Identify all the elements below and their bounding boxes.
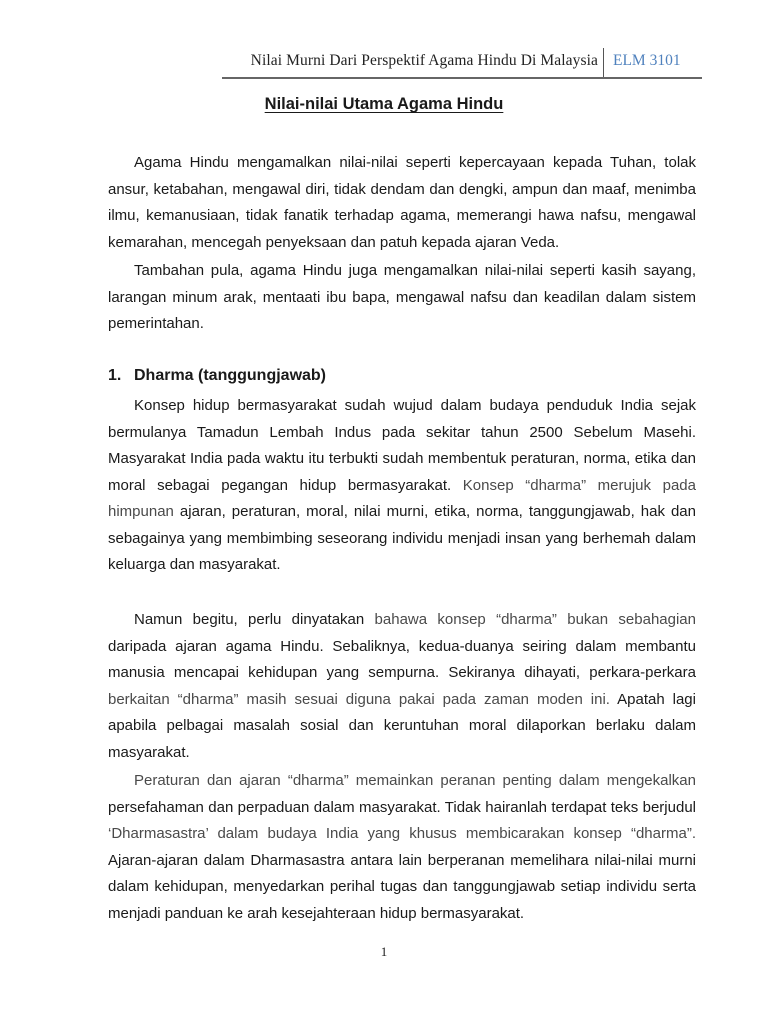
header-title: Nilai Murni Dari Perspektif Agama Hindu Di Malaysia — [250, 52, 598, 69]
paragraph-text: Konsep “dharma” merujuk pada himpunan — [108, 476, 696, 520]
paragraph-text: Namun begitu, perlu dinyatakan — [134, 611, 365, 628]
paragraph-text: Apatah lagi apabila pelbagai masalah sosial dan keruntuhan moral dilaporkan berlaku dalam masyarakat. — [108, 690, 696, 761]
section-title: Dharma (tanggungjawab) — [134, 367, 327, 384]
document-title: Nilai-nilai Utama Agama Hindu — [264, 95, 504, 113]
page-number: 1 — [380, 944, 388, 959]
paragraph-text: daripada ajaran agama Hindu. Sebaliknya, kedua-duanya seiring dalam membantu manusia mencapai kehidupan yang sempurna. Sekiranya dihayati, perkara-perkara — [108, 637, 696, 681]
paragraph-text: ‘Dharmasastra’ dalam budaya India yang khusus membicarakan konsep “dharma”. — [108, 825, 696, 842]
section-number: 1. — [108, 367, 122, 384]
page-header — [0, 44, 768, 80]
section-paragraph-3 — [108, 768, 696, 927]
intro-paragraph-1: Agama Hindu mengamalkan nilai-nilai seperti kepercayaan kepada Tuhan, tolak ansur, ketabahan, mengawal diri, tidak dendam dan dengki, ampun dan maaf, menimba ilmu, kemanusiaan, tidak fanatik terhadap agama, memerangi hawa nafsu, mengawal kemarahan, mencegah penyeksaan dan patuh kepada ajaran Veda. — [108, 154, 696, 251]
section-heading — [108, 367, 326, 385]
intro-paragraph-2: Tambahan pula, agama Hindu juga mengamalkan nilai-nilai seperti kasih sayang, larangan minum arak, mentaati ibu bapa, mengawal nafsu dan keadilan dalam sistem pemerintahan. — [108, 262, 696, 332]
header-separator — [603, 48, 604, 78]
course-code: ELM 3101 — [613, 52, 681, 69]
header-rule — [222, 77, 702, 79]
paragraph-text: ajaran, peraturan, moral, nilai murni, etika, norma, tanggungjawab, hak dan sebagainya yang membimbing seseorang individu menjadi insan yang berhemah dalam keluarga dan masyarakat. — [108, 503, 696, 573]
section-paragraph-1 — [108, 393, 696, 579]
paragraph-text: Ajaran-ajaran dalam Dharmasastra antara lain berperanan memelihara nilai-nilai murni dalam kehidupan, menyedarkan perihal tugas dan tanggungjawab setiap individu serta menjadi panduan ke arah kesejahteraan hidup bermasyarakat. — [108, 851, 696, 922]
paragraph-text: Peraturan dan ajaran “dharma” memainkan peranan penting dalam mengekalkan — [134, 772, 696, 789]
paragraph-text: bahawa konsep “dharma” bukan sebahagian — [364, 611, 696, 628]
paragraph-text: berkaitan “dharma” masih sesuai diguna pakai pada zaman moden ini. — [108, 690, 610, 708]
section-paragraph-2 — [108, 607, 696, 766]
paragraph-text: persefahaman dan perpaduan dalam masyarakat. Tidak hairanlah terdapat teks berjudul — [108, 798, 696, 816]
paragraph-text: Konsep hidup bermasyarakat sudah wujud dalam budaya penduduk India sejak bermulanya Tamadun Lembah Indus pada sekitar tahun 2500 Sebelum Masehi. Masyarakat India pada waktu itu terbukti sudah membentuk peraturan, norma, etika dan moral sebagai pegangan hidup bermasyarakat. — [108, 397, 696, 494]
